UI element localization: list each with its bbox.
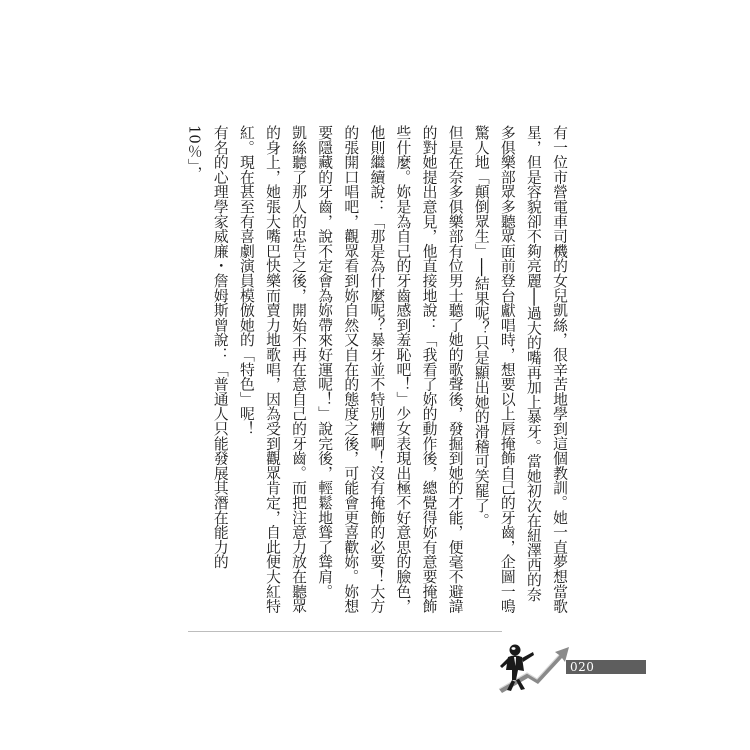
paragraph-1: 有一位市營電車司機的女兒凱絲，很辛苦地學到這個教訓。她一直夢想當歌星，但是容貌卻不夠亮麗──過大的嘴再加上暴牙。當她初次在紐澤西的奈多俱樂部眾多聽眾面前登台獻唱時，想要以上唇掩飾自己的牙齒，企圖一鳴驚人地「顛倒眾生」──結果呢？只是顯出她的滑稽可笑罷了。 bbox=[472, 125, 568, 614]
body-text bbox=[180, 96, 572, 616]
footer-rule bbox=[188, 631, 502, 632]
paragraph-3: 凱絲聽了那人的忠告之後，開始不再在意自己的牙齒。而把注意力放在聽眾的身上，她張大嘴巴快樂而賣力地歌唱，因為受到觀眾肯定，自此便大紅特紅。現在甚至有喜劇演員模倣她的「特色」呢！ bbox=[237, 125, 308, 614]
page-number: 020 bbox=[570, 660, 595, 674]
paragraph-2: 但是在奈多俱樂部有位男士聽了她的歌聲後，發掘到她的才能，便毫不避諱的對她提出意見，他直接地說：「我看了妳的動作後，總覺得妳有意要掩飾些什麼。妳是為自己的牙齒感到羞恥吧！」少女表現出極不好意思的臉色，他則繼續說：「那是為什麼呢？暴牙並不特別糟啊！沒有掩飾的必要！大方的張開口唱吧，觀眾看到妳自然又自在的態度之後，可能會更喜歡妳。妳想要隱藏的牙齒，說不定會為妳帶來好運呢！」說完後，輕鬆地聳了聳肩。 bbox=[316, 125, 464, 614]
businessman-with-rising-arrow-icon bbox=[493, 639, 571, 695]
paragraph-4: 有名的心理學家威廉・詹姆斯曾說：「普通人只能發展其潛在能力的10％」， bbox=[185, 125, 229, 569]
